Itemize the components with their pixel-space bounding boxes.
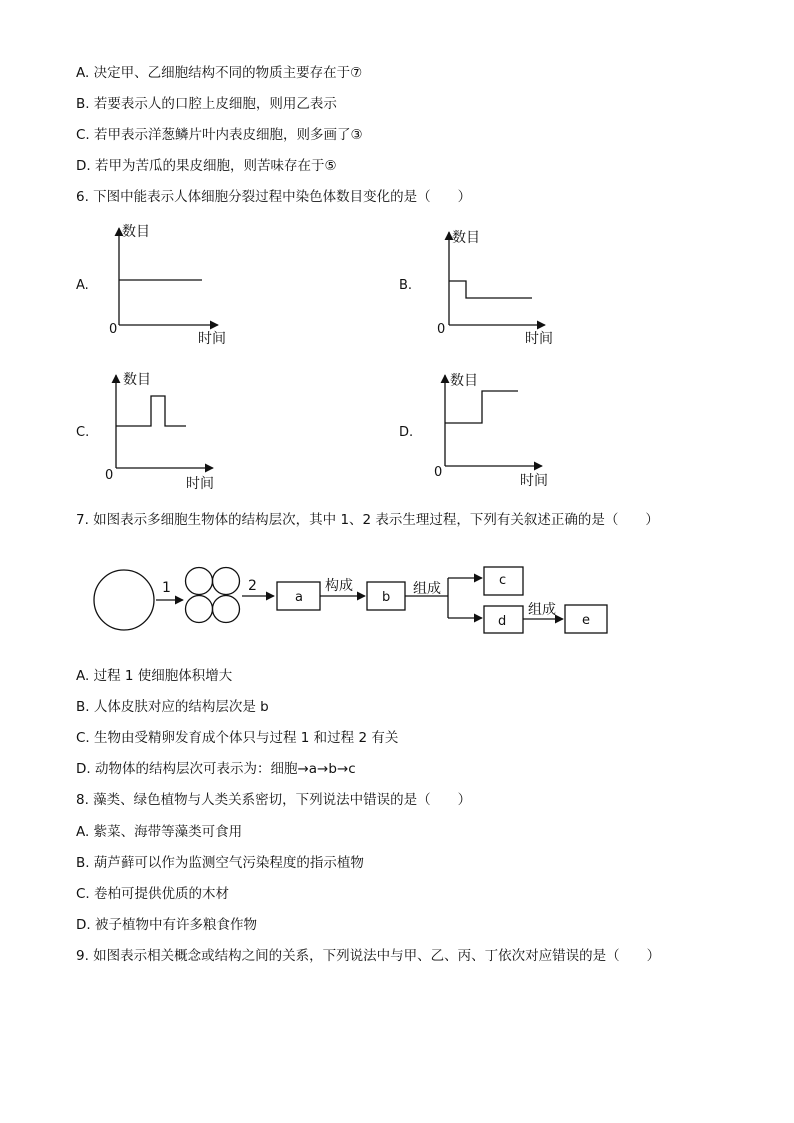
q8-option-a: A. 紫菜、海带等藻类可食用 (76, 824, 243, 840)
verb-zucheng-1: 组成 (413, 581, 441, 597)
q6-graph-c-ylabel: 数目 (123, 372, 151, 388)
divided-cell-1 (186, 568, 213, 595)
q6-graph-a-xlabel: 时间 (198, 331, 226, 347)
step2-label: 2 (248, 578, 257, 594)
q6-graph-c (76, 371, 214, 492)
divided-cell-2 (213, 568, 240, 595)
q6-graph-a-ylabel: 数目 (122, 224, 150, 240)
q5-option-b: B. 若要表示人的口腔上皮细胞，则用乙表示 (76, 96, 337, 112)
q6-graph-b-curve (449, 281, 532, 298)
q6-graph-b (399, 229, 553, 347)
q7-stem: 7. 如图表示多细胞生物体的结构层次，其中 1、2 表示生理过程，下列有关叙述正确的是（ ） (76, 512, 659, 528)
q5-option-d: D. 若甲为苦瓜的果皮细胞，则苦味存在于⑤ (76, 158, 337, 174)
q6-graph-d-ylabel: 数目 (450, 373, 478, 389)
q6-graphs (0, 200, 794, 500)
q6-graph-a-letter: A. (76, 278, 89, 293)
q6-graph-d-letter: D. (399, 425, 414, 440)
q8-option-c: C. 卷柏可提供优质的木材 (76, 886, 230, 902)
q7-structure-diagram (0, 555, 794, 655)
q7-option-b: B. 人体皮肤对应的结构层次是 b (76, 699, 269, 715)
box-b-label: b (382, 590, 391, 605)
q5-option-a: A. 决定甲、乙细胞结构不同的物质主要存在于⑦ (76, 65, 363, 81)
box-c-label: c (499, 573, 507, 588)
box-e-label: e (582, 613, 590, 628)
q6-stem: 6. 下图中能表示人体细胞分裂过程中染色体数目变化的是（ ） (76, 189, 472, 205)
q7-option-c: C. 生物由受精卵发育成个体只与过程 1 和过程 2 有关 (76, 730, 399, 746)
q6-graph-b-xlabel: 时间 (525, 331, 553, 347)
verb-zucheng-2: 组成 (528, 602, 556, 618)
fertilized-egg-cell (94, 570, 154, 630)
q7-option-a: A. 过程 1 使细胞体积增大 (76, 668, 233, 684)
box-d-label: d (498, 614, 507, 629)
step1-label: 1 (162, 580, 171, 596)
q6-graph-c-letter: C. (76, 425, 90, 440)
divided-cell-3 (186, 596, 213, 623)
q6-graph-c-origin: 0 (105, 468, 114, 483)
q6-graph-d-origin: 0 (434, 465, 443, 480)
q6-graph-d-xlabel: 时间 (520, 473, 548, 489)
q5-option-c: C. 若甲表示洋葱鳞片叶内表皮细胞，则多画了③ (76, 127, 363, 143)
q6-graph-a-origin: 0 (109, 322, 118, 337)
q7-option-d: D. 动物体的结构层次可表示为：细胞→a→b→c (76, 761, 356, 777)
q6-graph-d-curve (445, 391, 518, 423)
box-a-label: a (295, 590, 303, 605)
q9-stem: 9. 如图表示相关概念或结构之间的关系，下列说法中与甲、乙、丙、丁依次对应错误的是（ ） (76, 948, 661, 964)
q6-graph-b-origin: 0 (437, 322, 446, 337)
q6-graph-c-curve (116, 396, 186, 426)
q6-graph-b-ylabel: 数目 (452, 230, 480, 246)
verb-gouc: 构成 (325, 578, 353, 594)
divided-cell-4 (213, 596, 240, 623)
q8-stem: 8. 藻类、绿色植物与人类关系密切，下列说法中错误的是（ ） (76, 792, 472, 808)
q8-option-b: B. 葫芦藓可以作为监测空气污染程度的指示植物 (76, 855, 364, 871)
q6-graph-c-xlabel: 时间 (186, 476, 214, 492)
q6-graph-b-letter: B. (399, 278, 413, 293)
q8-option-d: D. 被子植物中有许多粮食作物 (76, 917, 257, 933)
q6-graph-a (76, 223, 226, 347)
q6-graph-d (399, 372, 548, 489)
